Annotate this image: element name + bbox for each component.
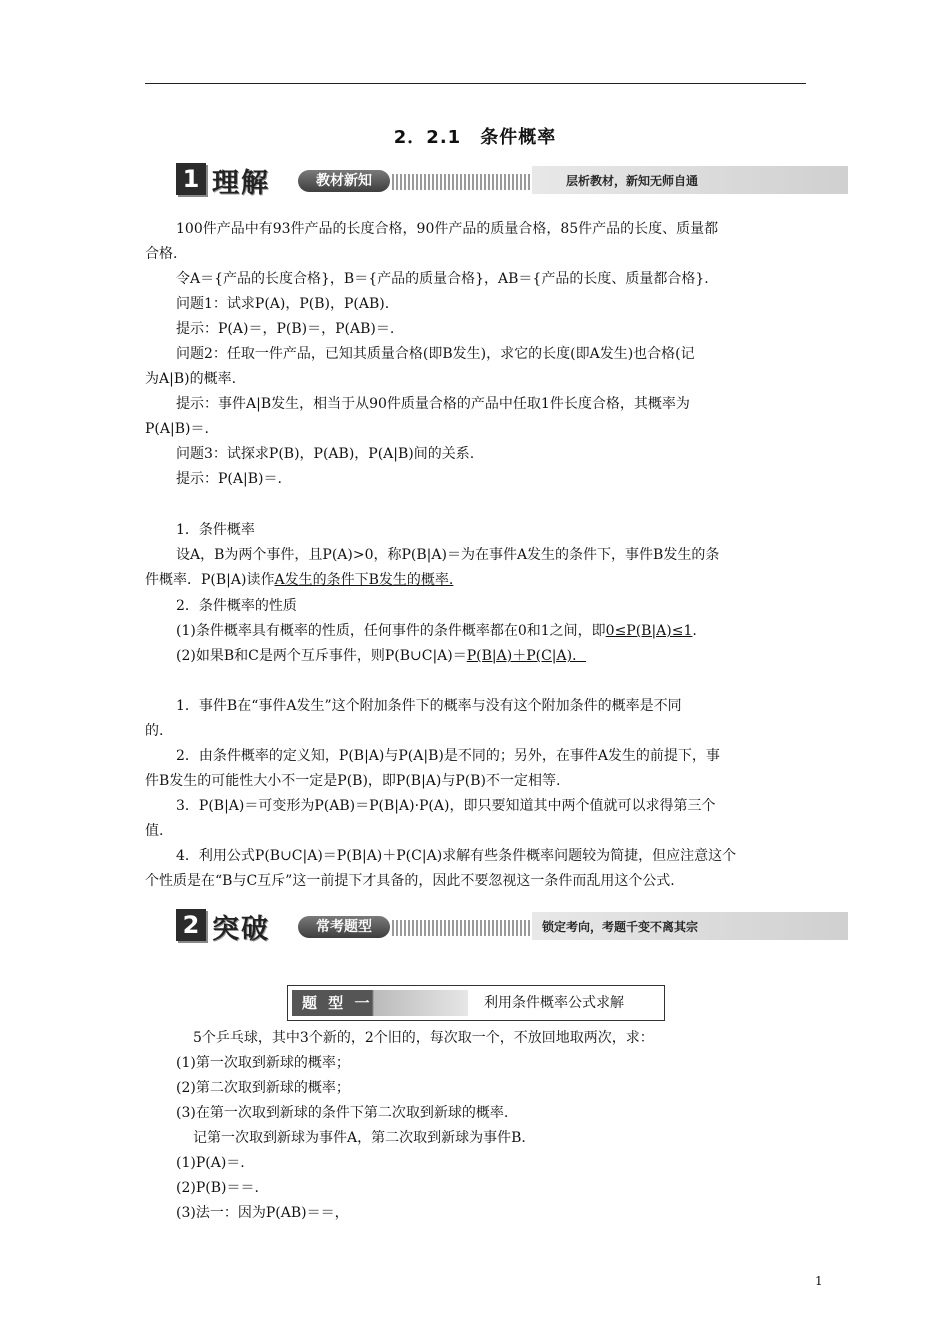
knowledge-line: 设A，B为两个事件，且P(A)>0，称P(B|A)＝为在事件A发生的条件下，事件B发生的条 [176,547,720,563]
section-banner-breakthrough [176,906,848,944]
solution-line: (2)P(B)＝＝. [176,1180,259,1196]
note-line: 3．P(B|A)＝可变形为P(AB)＝P(B|A)·P(A)，即只要知道其中两个值就可以求得第三个 [176,798,716,814]
banner-number: 2 [176,909,206,941]
problem-line: 5个乒乓球，其中3个新的，2个旧的，每次取一个，不放回地取两次，求： [193,1030,654,1046]
intro-line: 为A|B)的概率. [145,371,237,387]
question-type-box [287,985,665,1021]
question-type-label: 利用条件概率公式求解 [484,995,624,1011]
note-line: 2．由条件概率的定义知，P(B|A)与P(A|B)是不同的；另外，在事件A发生的前提下，事 [176,748,720,764]
intro-line: 合格. [145,246,178,262]
problem-line: (1)第一次取到新球的概率； [176,1055,350,1071]
banner-slogan: 层析教材，新知无师自通 [565,174,698,188]
intro-line: P(A|B)＝. [145,421,209,437]
banner-stripes [392,174,532,190]
banner-main-label: 理解 [212,168,270,199]
banner-slogan: 锁定考向，考题千变不离其宗 [541,920,698,934]
note-line: 值. [145,823,164,839]
intro-line: 提示：事件A|B发生，相当于从90件质量合格的产品中任取1件长度合格，其概率为 [176,396,690,412]
page-number: 1 [815,1274,823,1288]
question-type-tag-text: 题 型 一 [302,994,373,1012]
knowledge-line: 件概率．P(B|A)读作A发生的条件下B发生的概率. [145,572,454,588]
question-type-tag [292,990,468,1016]
problem-line: (2)第二次取到新球的概率； [176,1080,350,1096]
banner-main-label: 突破 [212,914,270,945]
solution-line: 记第一次取到新球为事件A，第二次取到新球为事件B. [193,1130,526,1146]
banner-stripes [392,920,532,936]
knowledge-heading: 1．条件概率 [176,522,255,538]
note-line: 个性质是在“B与C互斥”这一前提下才具备的，因此不要忽视这一条件而乱用这个公式. [145,873,675,889]
knowledge-line: (2)如果B和C是两个互斥事件，则P(B∪C|A)＝P(B|A)＋P(C|A)． [176,648,587,664]
intro-line: 提示：P(A)＝，P(B)＝，P(AB)＝. [176,321,395,337]
note-line: 件B发生的可能性大小不一定是P(B)，即P(B|A)与P(B)不一定相等. [145,773,561,789]
section-banner-understand [176,160,848,198]
intro-line: 提示：P(A|B)＝. [176,471,282,487]
page-title: 2．2.1 条件概率 [393,127,557,148]
solution-line: (3)法一：因为P(AB)＝＝， [176,1205,349,1221]
intro-line: 问题3：试探求P(B)，P(AB)，P(A|B)间的关系. [176,446,475,462]
solution-line: (1)P(A)＝. [176,1155,245,1171]
banner-number: 1 [176,163,206,195]
banner-sub-label: 常考题型 [298,916,390,938]
note-line: 4．利用公式P(B∪C|A)＝P(B|A)＋P(C|A)求解有些条件概率问题较为简捷，但应注意这个 [176,848,737,864]
intro-line: 100件产品中有93件产品的长度合格，90件产品的质量合格，85件产品的长度、质量都 [176,221,719,237]
knowledge-heading: 2．条件概率的性质 [176,598,297,614]
header-rule [145,83,806,84]
note-line: 1．事件B在“事件A发生”这个附加条件下的概率与没有这个附加条件的概率是不同 [176,698,682,714]
problem-line: (3)在第一次取到新球的条件下第二次取到新球的概率. [176,1105,509,1121]
intro-line: 问题2：任取一件产品，已知其质量合格(即B发生)，求它的长度(即A发生)也合格(记 [176,346,695,362]
note-line: 的. [145,723,164,739]
knowledge-line: (1)条件概率具有概率的性质，任何事件的条件概率都在0和1之间，即0≤P(B|A)≤1. [176,623,697,639]
intro-line: 令A＝{产品的长度合格}，B＝{产品的质量合格}，AB＝{产品的长度、质量都合格}. [176,271,709,287]
intro-line: 问题1：试求P(A)，P(B)，P(AB). [176,296,390,312]
banner-sub-label: 教材新知 [298,170,390,192]
